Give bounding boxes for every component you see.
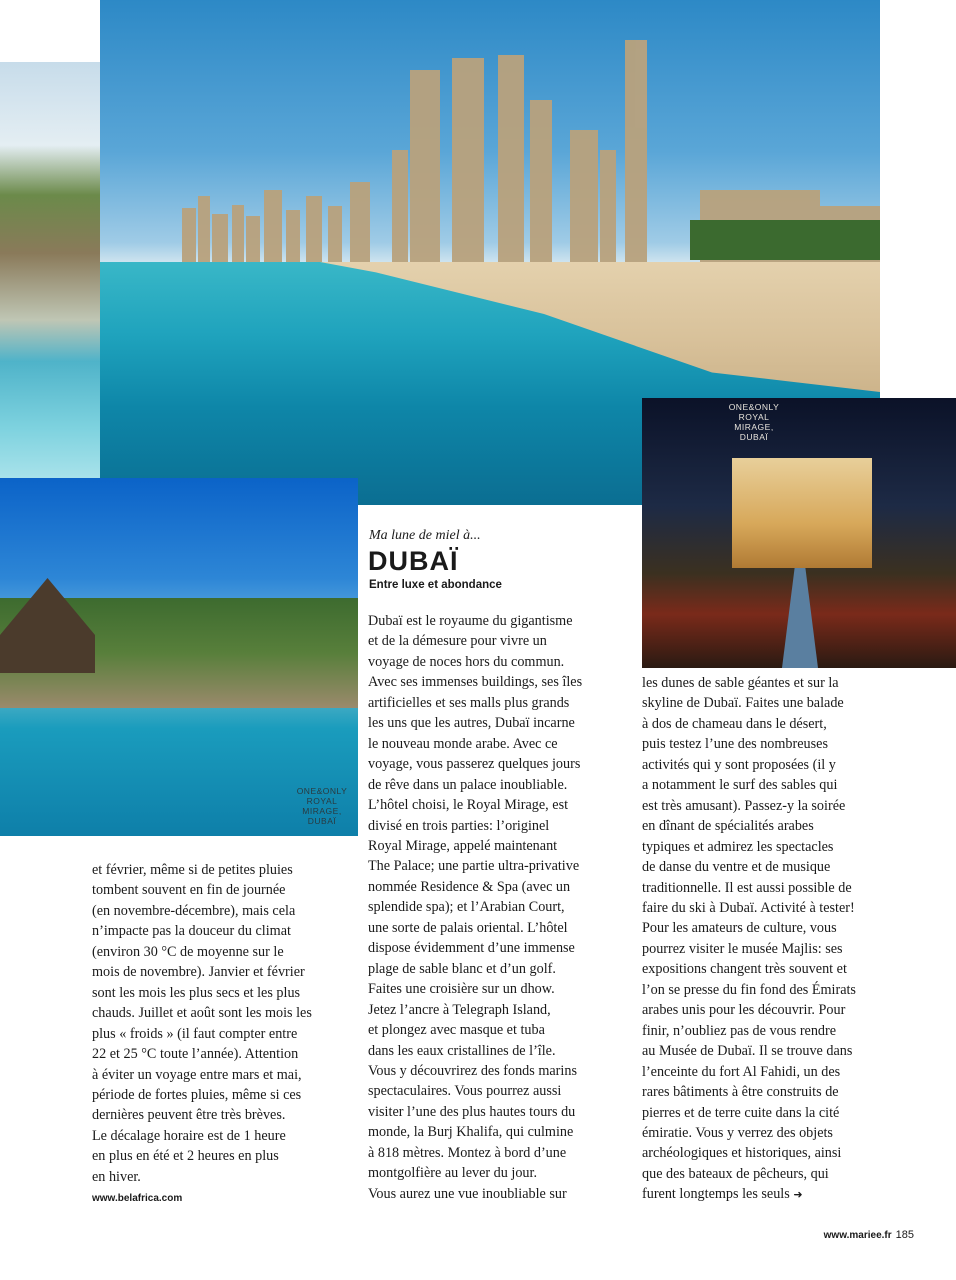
text-line: L’hôtel choisi, le Royal Mirage, est — [368, 797, 569, 814]
text-line: mois de novembre). Janvier et février — [92, 964, 305, 981]
text-line: l’enceinte du fort Al Fahidi, un des — [642, 1063, 841, 1080]
text-line: a notamment le surf des sables qui — [642, 777, 838, 794]
text-line: au Musée de Dubaï. Il se trouve dans — [642, 1043, 853, 1060]
text-line: typiques et admirez les spectacles — [642, 838, 834, 855]
text-line: de danse du ventre et de musique — [642, 859, 831, 876]
article-kicker: Ma lune de miel à... — [369, 528, 481, 543]
reflecting-canal — [782, 568, 818, 668]
photo-caption-palace: ONE&ONLY ROYAL MIRAGE, DUBAÏ — [728, 402, 780, 442]
continue-arrow-icon: ➜ — [793, 1188, 803, 1202]
text-line: Le décalage horaire est de 1 heure — [92, 1127, 286, 1144]
photo-caption-pool: ONE&ONLY ROYAL MIRAGE, DUBAÏ — [296, 786, 348, 826]
text-line: à éviter un voyage entre mars et mai, — [92, 1066, 302, 1083]
text-line: artificielles et ses malls plus grands — [368, 694, 570, 711]
palace-building — [732, 458, 872, 568]
text-line: finir, n’oubliez pas de vous rendre — [642, 1022, 837, 1039]
text-line: Royal Mirage, appelé maintenant — [368, 837, 558, 854]
text-line: plus « froids » (il faut compter entre — [92, 1025, 298, 1042]
belafrica-link[interactable]: www.belafrica.com — [92, 1193, 183, 1204]
footer-site-link[interactable]: www.mariee.fr — [823, 1230, 892, 1241]
text-line: le nouveau monde arabe. Avec ce — [368, 735, 558, 752]
text-line: splendide spa); et l’Arabian Court, — [368, 899, 565, 916]
text-line: activités qui y sont proposées (il y — [642, 756, 836, 773]
text-line: de rêve dans un palace inoubliable. — [368, 776, 568, 793]
text-line: dans les eaux cristallines de l’île. — [368, 1042, 556, 1059]
text-line: en dînant de spécialités arabes — [642, 818, 814, 835]
text-line: Vous aurez une vue inoubliable sur — [368, 1185, 567, 1202]
text-line: divisé en trois parties: l’originel — [368, 817, 550, 834]
text-line-last-text: furent longtemps les seuls — [642, 1186, 790, 1203]
text-line: chauds. Juillet et août sont les mois les — [92, 1005, 312, 1022]
text-line: en hiver. — [92, 1168, 141, 1185]
text-column-middle — [368, 611, 618, 1204]
text-line: traditionnelle. Il est aussi possible de — [642, 879, 852, 896]
text-line: pierres et de terre cuite dans la cité — [642, 1104, 840, 1121]
text-line: à dos de chameau dans le désert, — [642, 715, 827, 732]
article-headline: DUBAÏ — [368, 546, 459, 576]
article-subhead: Entre luxe et abondance — [369, 579, 502, 591]
text-line: The Palace; une partie ultra-privative — [368, 858, 580, 875]
text-line: Pour les amateurs de culture, vous — [642, 920, 837, 937]
page-number: 185 — [895, 1229, 914, 1241]
text-line: Vous y découvrirez des fonds marins — [368, 1062, 577, 1079]
text-line: à 818 mètres. Montez à bord d’une — [368, 1144, 567, 1161]
text-line: visiter l’une des plus hautes tours du — [368, 1103, 576, 1120]
text-line: l’on se presse du fin fond des Émirats — [642, 981, 856, 998]
text-line: et février, même si de petites pluies — [92, 862, 293, 878]
text-line: est très amusant). Passez-y la soirée — [642, 797, 846, 814]
text-line: voyage de noces hors du commun. — [368, 653, 565, 670]
text-line: tombent souvent en fin de journée — [92, 882, 286, 899]
text-line: (environ 30 °C de moyenne sur le — [92, 943, 284, 960]
text-line: arabes unis pour les découvrir. Pour — [642, 1002, 846, 1019]
text-line: et de la démesure pour vivre un — [368, 633, 547, 650]
text-line: émiratie. Vous y verrez des objets — [642, 1124, 833, 1141]
text-line: montgolfière au lever du jour. — [368, 1165, 538, 1182]
text-line: Dubaï est le royaume du gigantisme — [368, 613, 573, 629]
text-line: en plus en été et 2 heures en plus — [92, 1148, 279, 1165]
text-line: une sorte de palais oriental. L’hôtel — [368, 919, 568, 936]
text-line: pourrez visiter le musée Majlis: ses — [642, 940, 843, 957]
text-line: Jetez l’ancre à Telegraph Island, — [368, 1001, 551, 1018]
text-line: n’impacte pas la douceur du climat — [92, 923, 291, 940]
text-line: skyline de Dubaï. Faites une balade — [642, 695, 844, 712]
text-line: archéologiques et historiques, ainsi — [642, 1145, 842, 1162]
text-line: monde, la Burj Khalifa, qui culmine — [368, 1124, 574, 1141]
photo-resort-left — [0, 62, 100, 478]
text-line: rares bâtiments à être construits de — [642, 1084, 839, 1101]
text-column-right — [642, 673, 892, 1206]
text-line: plage de sable blanc et d’un golf. — [368, 960, 556, 977]
text-line: Avec ses immenses buildings, ses îles — [368, 674, 583, 691]
page-footer — [824, 1229, 914, 1241]
text-line: et plongez avec masque et tuba — [368, 1022, 545, 1039]
text-line: (en novembre-décembre), mais cela — [92, 902, 296, 919]
text-line: période de fortes pluies, même si ces — [92, 1086, 302, 1103]
text-line: dernières peuvent être très brèves. — [92, 1107, 286, 1124]
text-line: voyage, vous passerez quelques jours — [368, 756, 581, 773]
text-line: les dunes de sable géantes et sur la — [642, 675, 839, 691]
text-line: sont les mois les plus secs et les plus — [92, 984, 301, 1001]
text-line: spectaculaires. Vous pourrez aussi — [368, 1083, 562, 1100]
text-line: Faites une croisière sur un dhow. — [368, 981, 555, 998]
text-line: puis testez l’une des nombreuses — [642, 736, 828, 753]
text-line: 22 et 25 °C toute l’année). Attention — [92, 1046, 299, 1063]
photo-royal-mirage-night — [642, 398, 956, 668]
text-line-last — [642, 1184, 892, 1205]
text-line: que des bateaux de pêcheurs, qui — [642, 1165, 829, 1182]
text-line: faire du ski à Dubaï. Activité à tester! — [642, 899, 855, 916]
text-column-left — [92, 860, 342, 1187]
text-line: les uns que les autres, Dubaï incarne — [368, 715, 575, 732]
text-line: expositions changent très souvent et — [642, 961, 847, 978]
gazebo — [0, 578, 95, 673]
text-line: dispose évidemment d’une immense — [368, 940, 575, 957]
photo-hotel-pool — [0, 478, 358, 836]
text-line: nommée Residence & Spa (avec un — [368, 878, 571, 895]
